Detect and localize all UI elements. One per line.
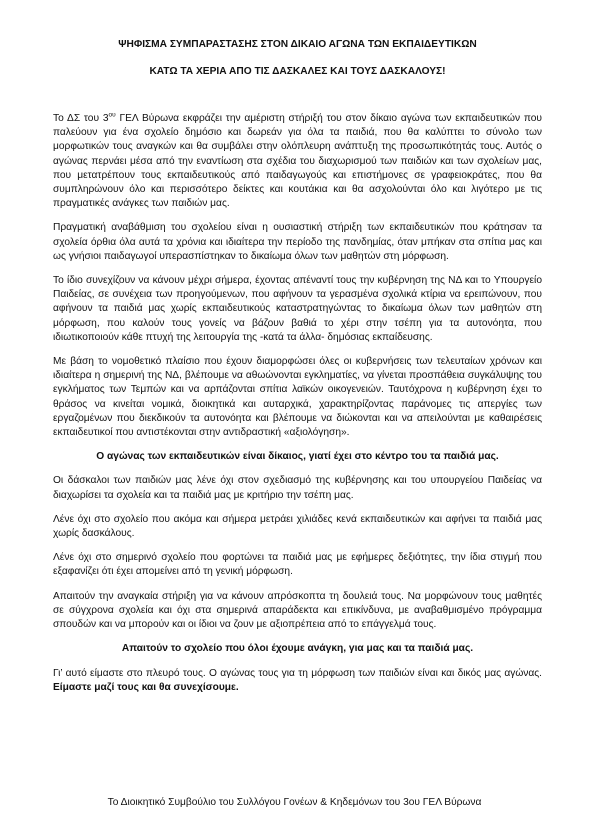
document-title: ΨΗΦΙΣΜΑ ΣΥΜΠΑΡΑΣΤΑΣΗΣ ΣΤΟΝ ΔΙΚΑΙΟ ΑΓΩΝΑ ΤΩΝ ΕΚΠΑΙΔΕΥΤΙΚΩΝ [118, 39, 477, 50]
paragraph-9-text: Γι’ αυτό είμαστε στο πλευρό τους. Ο αγώνας τους για τη μόρφωση των παιδιών είναι και δικός μας αγώνας. [53, 667, 542, 679]
paragraph-7: Λένε όχι στο σημερινό σχολείο που φορτώνει τα παιδιά μας με εφήμερες δεξιότητες, την ίδια στιγμή που εξαφανίζει ότι έχει απομείνει από τη γενική μόρφωση. [53, 552, 542, 578]
paragraph-2: Πραγματική αναβάθμιση του σχολείου είναι η ουσιαστική στήριξη των εκπαιδευτικών που κράτησαν τα σχολεία όρθια όλα αυτά τα χρόνια και ιδιαίτερα την περίοδο της πανδημίας, όταν μπήκαν στα σπίτια μας και ως γνήσιοι παιδαγωγοί υπερασπίστηκαν το δικαίωμα όλων των μαθητών στη μόρφωση. [53, 222, 542, 262]
highlight-2: Απαιτούν το σχολείο που όλοι έχουμε ανάγκη, για μας και τα παιδιά μας. [121, 643, 474, 655]
document-body [53, 112, 542, 695]
paragraph-9 [53, 667, 542, 695]
ordinal-suffix: ου [108, 111, 116, 119]
signature-footer: Το Διοικητικό Συμβούλιο του Συλλόγου Γονέων & Κηδεμόνων του 3ου ΓΕΛ Βύρωνα [107, 797, 482, 808]
paragraph-9-bold: Είμαστε μαζί τους και θα συνεχίσουμε. [53, 681, 239, 693]
document-subtitle: ΚΑΤΩ ΤΑ ΧΕΡΙΑ ΑΠΟ ΤΙΣ ΔΑΣΚΑΛΕΣ ΚΑΙ ΤΟΥΣ ΔΑΣΚΑΛΟΥΣ! [149, 66, 446, 77]
highlight-1: Ο αγώνας των εκπαιδευτικών είναι δίκαιος, γιατί έχει στο κέντρο του τα παιδιά μας. [96, 451, 499, 463]
paragraph-6: Λένε όχι στο σχολείο που ακόμα και σήμερα μετράει χιλιάδες κενά εκπαιδευτικών και αφήνει τα παιδιά μας χωρίς δασκάλους. [53, 513, 542, 540]
paragraph-4: Με βάση το νομοθετικό πλαίσιο που έχουν διαμορφώσει όλες οι κυβερνήσεις των τελευταίων χρόνων και ιδιαίτερα η σημερινή της ΝΔ, βλέπουμε να αθωώνονται εγκληματίες, να γίνεται προσπάθεια συγκάλυψης του εγκλήματος των Τεμπών και να αρπάζονται σπίτια λαϊκών οικογενειών. Ταυτόχρονα η κυβέρνηση έχει το θράσος να κινείται νομικά, διοικητικά και αυταρχικά, χαρακτηρίζοντας παράνομες τις απεργίες των εργαζομένων που διεκδικούν τα αυτονόητα και βλέπουμε να διώκονται και να απειλούνται με καθαιρέσεις εκπαιδευτικοί που αντιστέκονται στην αντιδραστική «αξιολόγηση». [53, 356, 542, 439]
paragraph-8: Απαιτούν την αναγκαία στήριξη για να κάνουν απρόσκοπτα τη δουλειά τους. Να μορφώνουν τους μαθητές σε σύγχρονα σχολεία και όχι στα σημερινά απαράδεκτα και επικίνδυνα, με αναβαθμισμένο πρόγραμμα σπουδών και να μπορούν και οι ίδιοι να ζουν με αξιοπρέπεια από το επάγγελμά τους. [53, 590, 542, 631]
paragraph-3: Το ίδιο συνεχίζουν να κάνουν μέχρι σήμερα, έχοντας απέναντί τους την κυβέρνηση της ΝΔ και το Υπουργείο Παιδείας, σε συνέχεια των προηγούμενων, που αφήνουν τα γερασμένα σχολικά κτίρια να ερειπώνουν, που αφήνουν τα παιδιά μας χωρίς εκπαιδευτικούς καταστρατηγώντας το δικαίωμα όλων των μαθητών στη μόρφωση, που καλούν τους γονείς να βάζουν βαθιά το χέρι στην τσέπη για τα αυτονόητα, που ιδιωτικοποιούν κάθε πτυχή της λειτουργία της -κατά τα άλλα- δημόσιας εκπαίδευσης. [53, 275, 542, 343]
paragraph-1-rest: ΓΕΛ Βύρωνα εκφράζει την αμέριστη στήριξή του στον δίκαιο αγώνα των εκπαιδευτικών που παλεύουν για ένα σχολείο δημόσιο και δωρεάν για όλα τα παιδιά, που θα καλύπτει το σύνολο των μορφωτικών τους αναγκών και θα συμβάλει στην ολόπλευρη ανάπτυξη της προσωπικότητάς τους. Αυτός ο αγώνας περνάει μέσα από την εναντίωση στα σχέδια του διαχωρισμού των παιδιών και των σχολείων μας, που μετατρέπουν τους εκπαιδευτικούς από παιδαγωγούς και επιστήμονες σε γραφειοκράτες, που θα συμπληρώνουν όλο και περισσότερο δείκτες και κουτάκια και θα ασχολούνται όλο και λιγότερο με τις πραγματικές ανάγκες των παιδιών μας. [53, 113, 542, 210]
paragraph-5: Οι δάσκαλοι των παιδιών μας λένε όχι στον σχεδιασμό της κυβέρνησης και του υπουργείου Παιδείας να διαχωρίσει τα σχολεία και τα παιδιά μας με κριτήριο την τσέπη μας. [53, 475, 542, 501]
paragraph-1 [53, 112, 542, 211]
paragraph-1-start: Το ΔΣ του 3 [53, 113, 109, 124]
